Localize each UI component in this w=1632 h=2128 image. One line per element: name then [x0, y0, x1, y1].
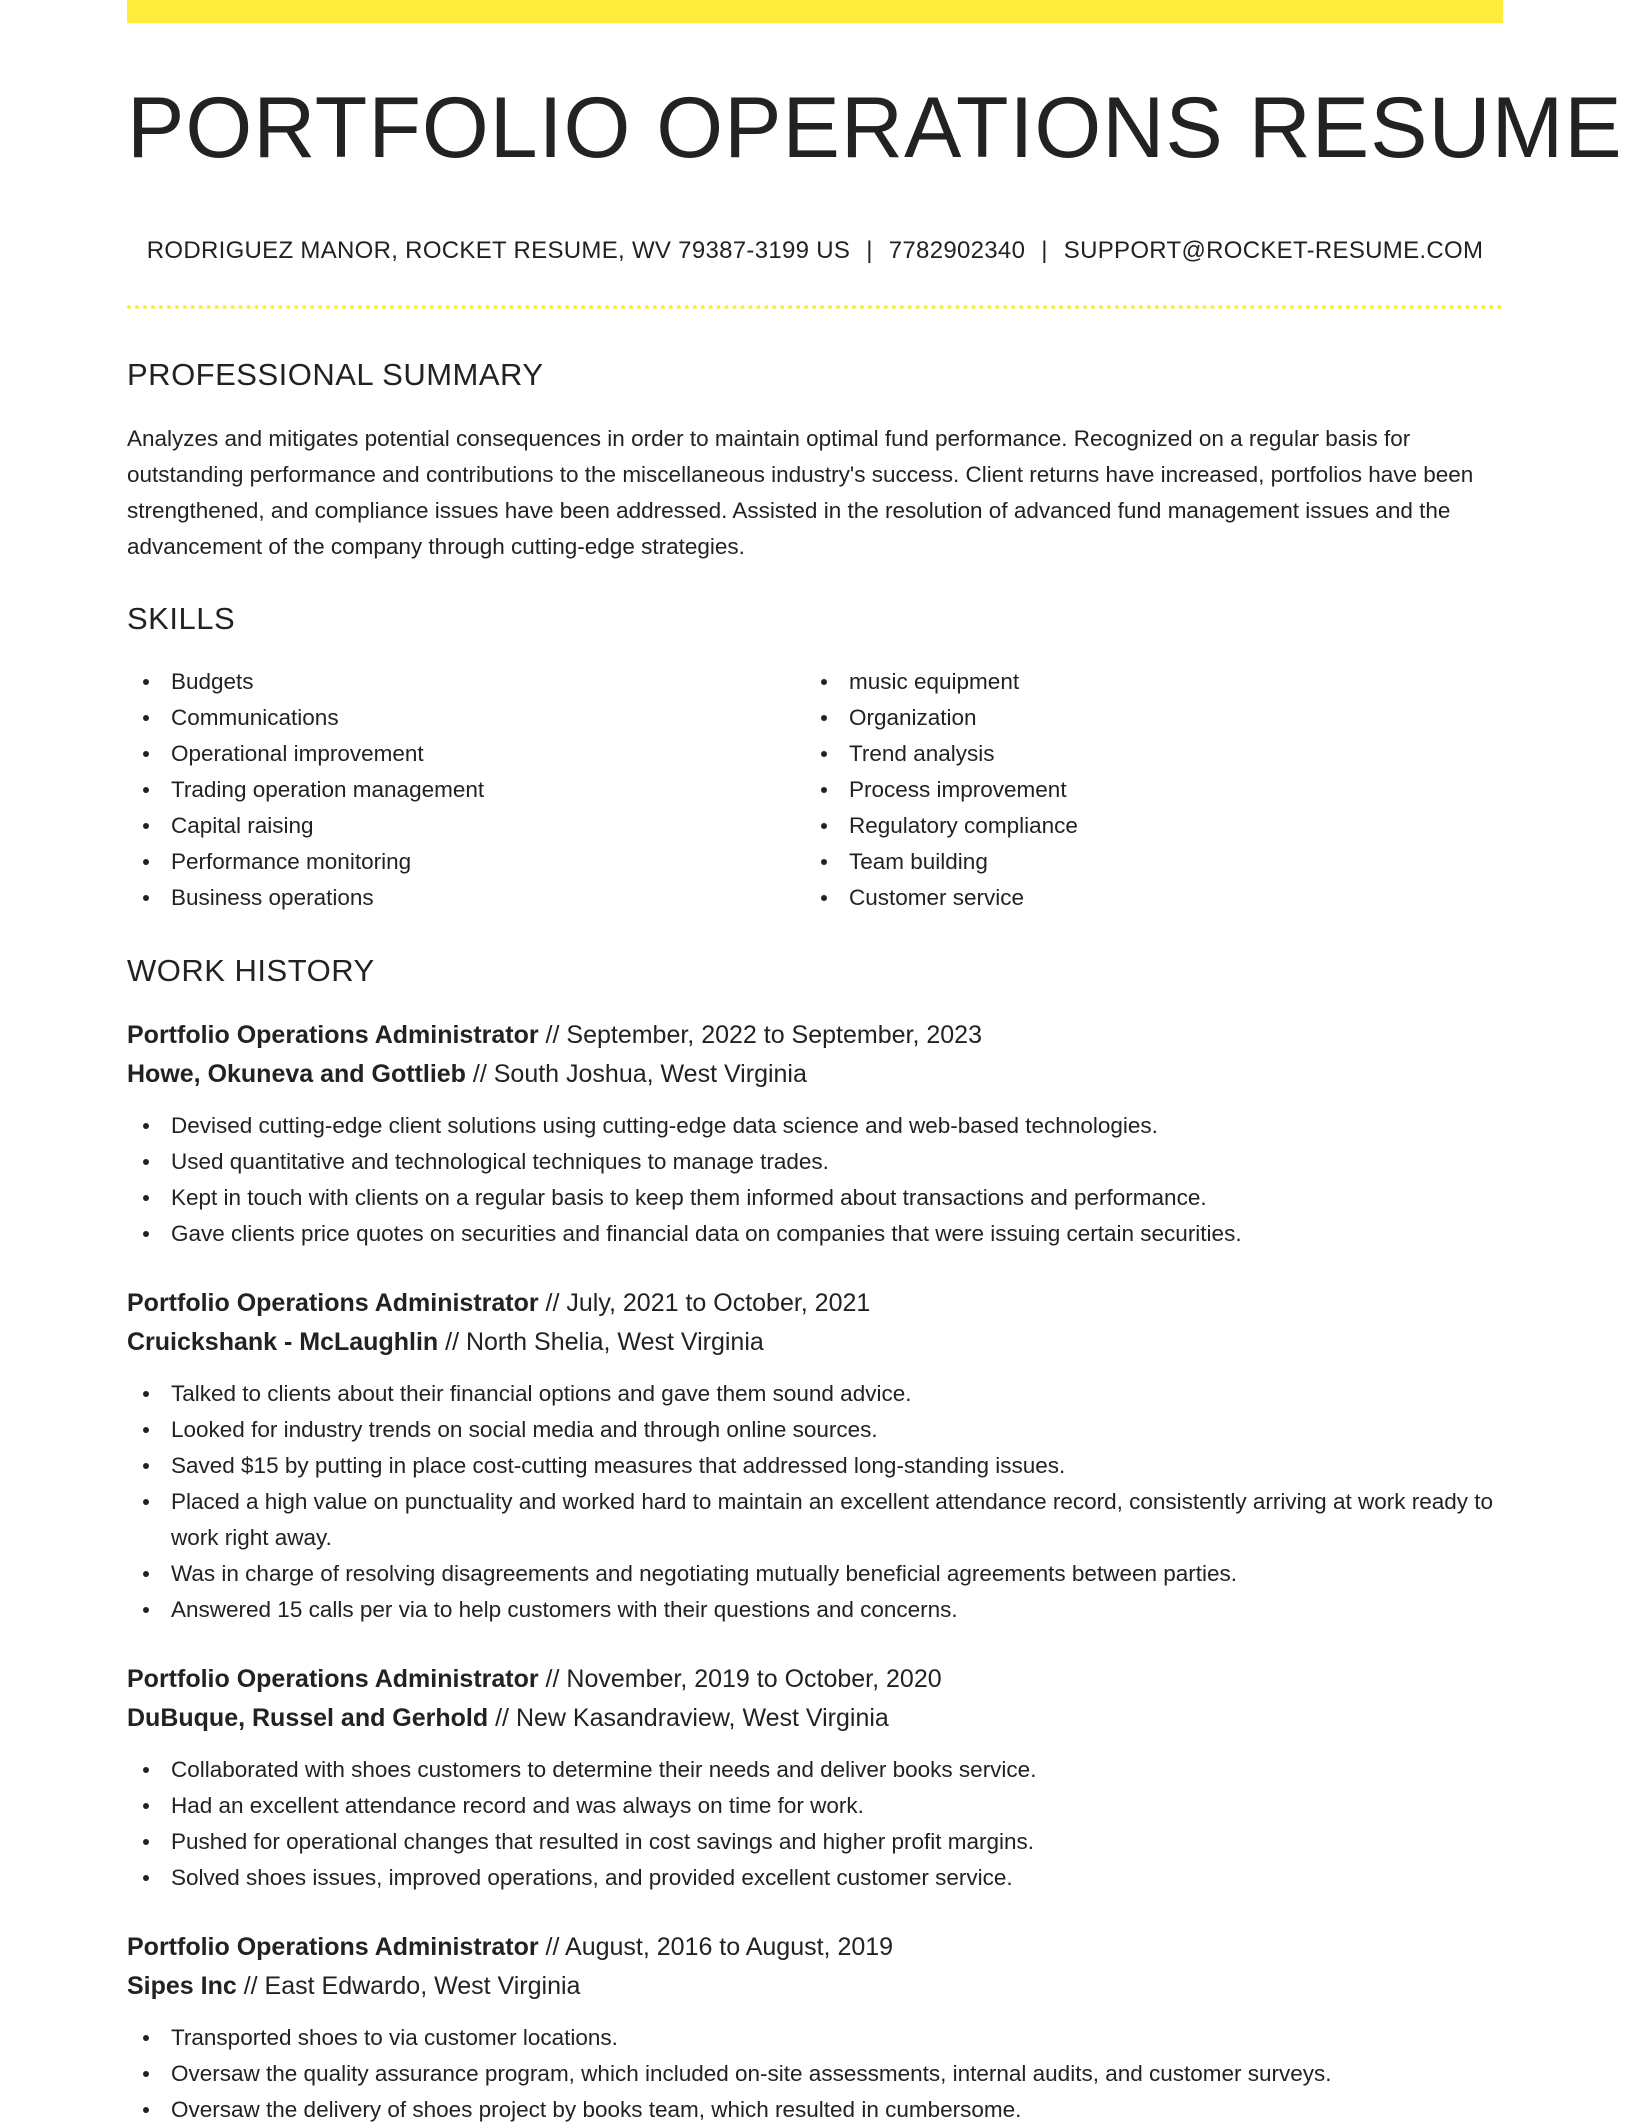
work-history-heading: WORK HISTORY: [127, 953, 375, 988]
skill-item: Trading operation management: [127, 772, 805, 808]
job-title: Portfolio Operations Administrator: [127, 1021, 539, 1049]
job-dates: // September, 2022 to September, 2023: [538, 1021, 982, 1049]
job-bullet: Gave clients price quotes on securities and financial data on companies that were issuing certain securities.: [127, 1216, 1503, 1252]
job-dates: // November, 2019 to October, 2020: [538, 1665, 942, 1693]
job-bullet: Oversaw the delivery of shoes project by books team, which resulted in cumbersome.: [127, 2092, 1503, 2128]
job-bullet: Had an excellent attendance record and was always on time for work.: [127, 1788, 1503, 1824]
skill-item: Capital raising: [127, 808, 805, 844]
job-bullet: Transported shoes to via customer locations.: [127, 2020, 1503, 2056]
contact-email[interactable]: SUPPORT@ROCKET-RESUME.COM: [1063, 237, 1484, 264]
job-bullet: Collaborated with shoes customers to determine their needs and deliver books service.: [127, 1752, 1503, 1788]
job-dates: // July, 2021 to October, 2021: [538, 1289, 871, 1317]
skills-column-left: [127, 664, 805, 916]
contact-line: [127, 237, 1503, 265]
job-entry: [127, 1928, 1503, 2128]
skill-item: Regulatory compliance: [805, 808, 1483, 844]
contact-address: RODRIGUEZ MANOR, ROCKET RESUME, WV 79387-3199 US: [146, 237, 851, 264]
job-bullet: Oversaw the quality assurance program, which included on-site assessments, internal audits, and customer surveys.: [127, 2056, 1503, 2092]
summary-text: Analyzes and mitigates potential consequences in order to maintain optimal fund performance. Recognized on a regular basis for outstanding performance and contributions to the miscellaneous industry's success. Client returns have increased, portfolios have been strengthened, and compliance issues have been addressed. Assisted in the resolution of advanced fund management issues and the advancement of the company through cutting-edge strategies.: [127, 426, 1474, 559]
job-bullet: Saved $15 by putting in place cost-cutting measures that addressed long-standing issues.: [127, 1448, 1503, 1484]
job-bullet: Used quantitative and technological techniques to manage trades.: [127, 1144, 1503, 1180]
job-bullet: Solved shoes issues, improved operations, and provided excellent customer service.: [127, 1860, 1503, 1896]
skill-item: Customer service: [805, 880, 1483, 916]
job-company-line: [127, 1699, 1503, 1738]
contact-separator: |: [866, 237, 873, 264]
skill-item: Process improvement: [805, 772, 1483, 808]
job-location: // South Joshua, West Virginia: [465, 1060, 807, 1088]
skill-item: Communications: [127, 700, 805, 736]
job-title: Portfolio Operations Administrator: [127, 1289, 539, 1317]
job-entry: [127, 1660, 1503, 1896]
job-bullets: [127, 1376, 1503, 1628]
job-title-line: [127, 1928, 1503, 1967]
skill-item: Business operations: [127, 880, 805, 916]
job-dates: // August, 2016 to August, 2019: [538, 1933, 894, 1961]
job-company: DuBuque, Russel and Gerhold: [127, 1704, 489, 1732]
contact-phone[interactable]: 7782902340: [888, 237, 1026, 264]
skill-item: Team building: [805, 844, 1483, 880]
skills-heading: SKILLS: [127, 601, 236, 636]
job-company: Cruickshank - McLaughlin: [127, 1328, 439, 1356]
skills-list: [127, 664, 1503, 916]
job-company: Sipes Inc: [127, 1972, 237, 2000]
job-title-line: [127, 1660, 1503, 1699]
job-company-line: [127, 1055, 1503, 1094]
contact-separator: |: [1041, 237, 1048, 264]
job-entry: [127, 1016, 1503, 1252]
job-title-line: [127, 1284, 1503, 1323]
job-entry: [127, 1284, 1503, 1628]
job-bullet: Placed a high value on punctuality and worked hard to maintain an excellent attendance record, consistently arriving at work ready to work right away.: [127, 1484, 1503, 1556]
resume-page: [127, 0, 1623, 2128]
job-bullet: Was in charge of resolving disagreements and negotiating mutually beneficial agreements between parties.: [127, 1556, 1503, 1592]
job-location: // North Shelia, West Virginia: [438, 1328, 764, 1356]
skill-item: Operational improvement: [127, 736, 805, 772]
skill-item: Performance monitoring: [127, 844, 805, 880]
job-bullets: [127, 1752, 1503, 1896]
job-title: Portfolio Operations Administrator: [127, 1665, 539, 1693]
job-location: // New Kasandraview, West Virginia: [488, 1704, 889, 1732]
dotted-divider: [127, 305, 1503, 309]
skills-column-right: [805, 664, 1483, 916]
accent-top-bar: [127, 0, 1503, 23]
job-bullets: [127, 1108, 1503, 1252]
job-company: Howe, Okuneva and Gottlieb: [127, 1060, 466, 1088]
resume-title: PORTFOLIO OPERATIONS RESUME: [127, 80, 1623, 176]
job-bullet: Looked for industry trends on social media and through online sources.: [127, 1412, 1503, 1448]
job-bullet: Devised cutting-edge client solutions using cutting-edge data science and web-based technologies.: [127, 1108, 1503, 1144]
job-company-line: [127, 1323, 1503, 1362]
job-bullet: Kept in touch with clients on a regular basis to keep them informed about transactions and performance.: [127, 1180, 1503, 1216]
job-title: Portfolio Operations Administrator: [127, 1933, 539, 1961]
summary-heading: PROFESSIONAL SUMMARY: [127, 357, 544, 392]
job-bullet: Answered 15 calls per via to help customers with their questions and concerns.: [127, 1592, 1503, 1628]
job-title-line: [127, 1016, 1503, 1055]
job-bullet: Talked to clients about their financial options and gave them sound advice.: [127, 1376, 1503, 1412]
skill-item: Organization: [805, 700, 1483, 736]
skill-item: Trend analysis: [805, 736, 1483, 772]
job-bullet: Pushed for operational changes that resulted in cost savings and higher profit margins.: [127, 1824, 1503, 1860]
skill-item: music equipment: [805, 664, 1483, 700]
job-company-line: [127, 1967, 1503, 2006]
skill-item: Budgets: [127, 664, 805, 700]
job-location: // East Edwardo, West Virginia: [236, 1972, 581, 2000]
